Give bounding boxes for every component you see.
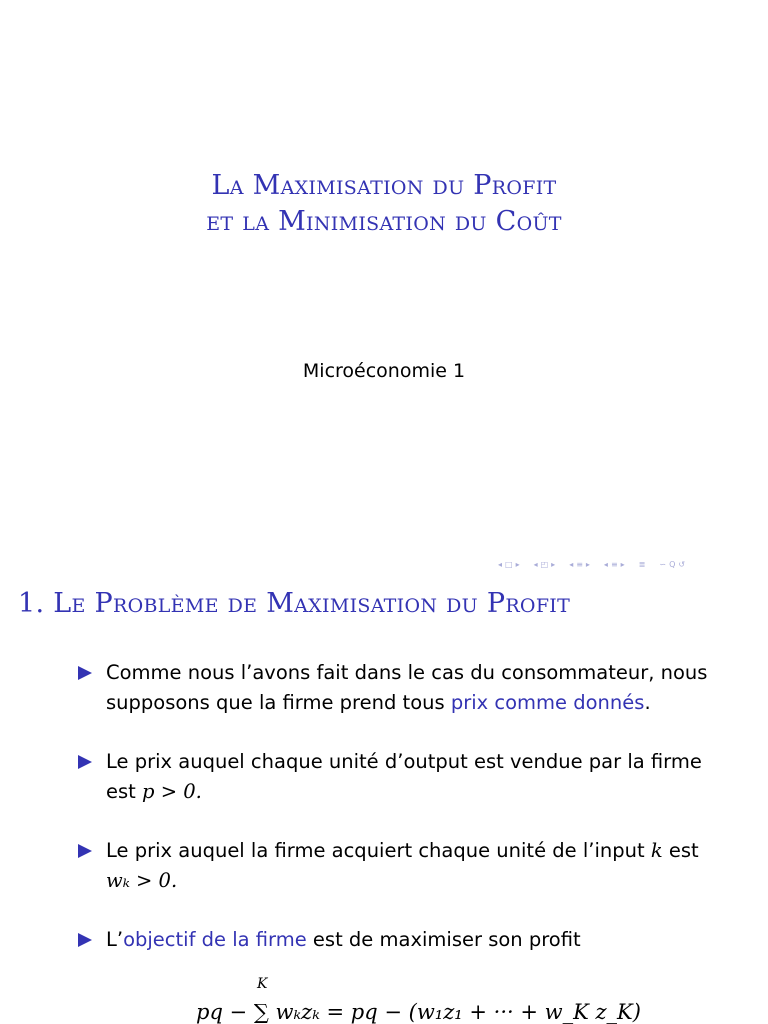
list-item: Comme nous l’avons fait dans le cas du consommateur, nous supposons que la firme prend tous prix comme donnés.: [78, 658, 718, 718]
triangle-bullet-icon: [78, 933, 92, 947]
section-heading: 1. Le Problème de Maximisation du Profit: [18, 588, 571, 619]
nav-right-icon[interactable]: ▸: [515, 559, 520, 569]
bullet-list: [78, 658, 718, 955]
subsection-icon[interactable]: ◰: [540, 559, 549, 569]
title-line-1: La Maximisation du Profit: [211, 170, 557, 201]
beamer-navigation-bar: [498, 557, 685, 571]
highlighted-term: prix comme donnés: [450, 691, 645, 714]
section-icon[interactable]: ≡: [576, 559, 583, 569]
toc-icon[interactable]: ≡: [610, 559, 618, 569]
nav-right-icon[interactable]: ▸: [585, 559, 590, 569]
zoom-icon[interactable]: Q: [669, 559, 676, 569]
undo-icon[interactable]: ↺: [678, 559, 686, 569]
title-line-2: et la Minimisation du Coût: [206, 206, 562, 237]
nav-left-icon[interactable]: ◂: [498, 559, 503, 569]
math-inline: p > 0.: [142, 780, 202, 803]
nav-left-icon[interactable]: ◂: [533, 559, 538, 569]
math-var: k: [650, 839, 663, 862]
slide-subtitle: Microéconomie 1: [302, 360, 466, 382]
equation-expression: pq − ∑ wₖzₖ = pq − (w₁z₁ + ··· + w_K z_K): [196, 1000, 641, 1024]
list-item: Le prix auquel chaque unité d’output est vendue par la firme est p > 0.: [78, 747, 718, 807]
align-icon[interactable]: ≣: [638, 559, 646, 569]
triangle-bullet-icon: [78, 755, 92, 769]
nav-left-icon[interactable]: ◂: [603, 559, 608, 569]
nav-right-icon[interactable]: ▸: [620, 559, 625, 569]
frame-icon[interactable]: □: [505, 559, 513, 569]
triangle-bullet-icon: [78, 844, 92, 858]
search-icon[interactable]: ∽: [659, 559, 667, 569]
list-item: L’objectif de la firme est de maximiser son profit: [78, 925, 718, 955]
nav-right-icon[interactable]: ▸: [551, 559, 556, 569]
triangle-bullet-icon: [78, 666, 92, 680]
nav-left-icon[interactable]: ◂: [569, 559, 574, 569]
slide-title: [0, 168, 768, 240]
math-inline: wₖ > 0.: [106, 869, 178, 892]
sum-upper-limit: K: [257, 976, 268, 992]
highlighted-term: objectif de la firme: [123, 928, 307, 951]
list-item: Le prix auquel la firme acquiert chaque unité de l’input k est wₖ > 0.: [78, 836, 718, 896]
